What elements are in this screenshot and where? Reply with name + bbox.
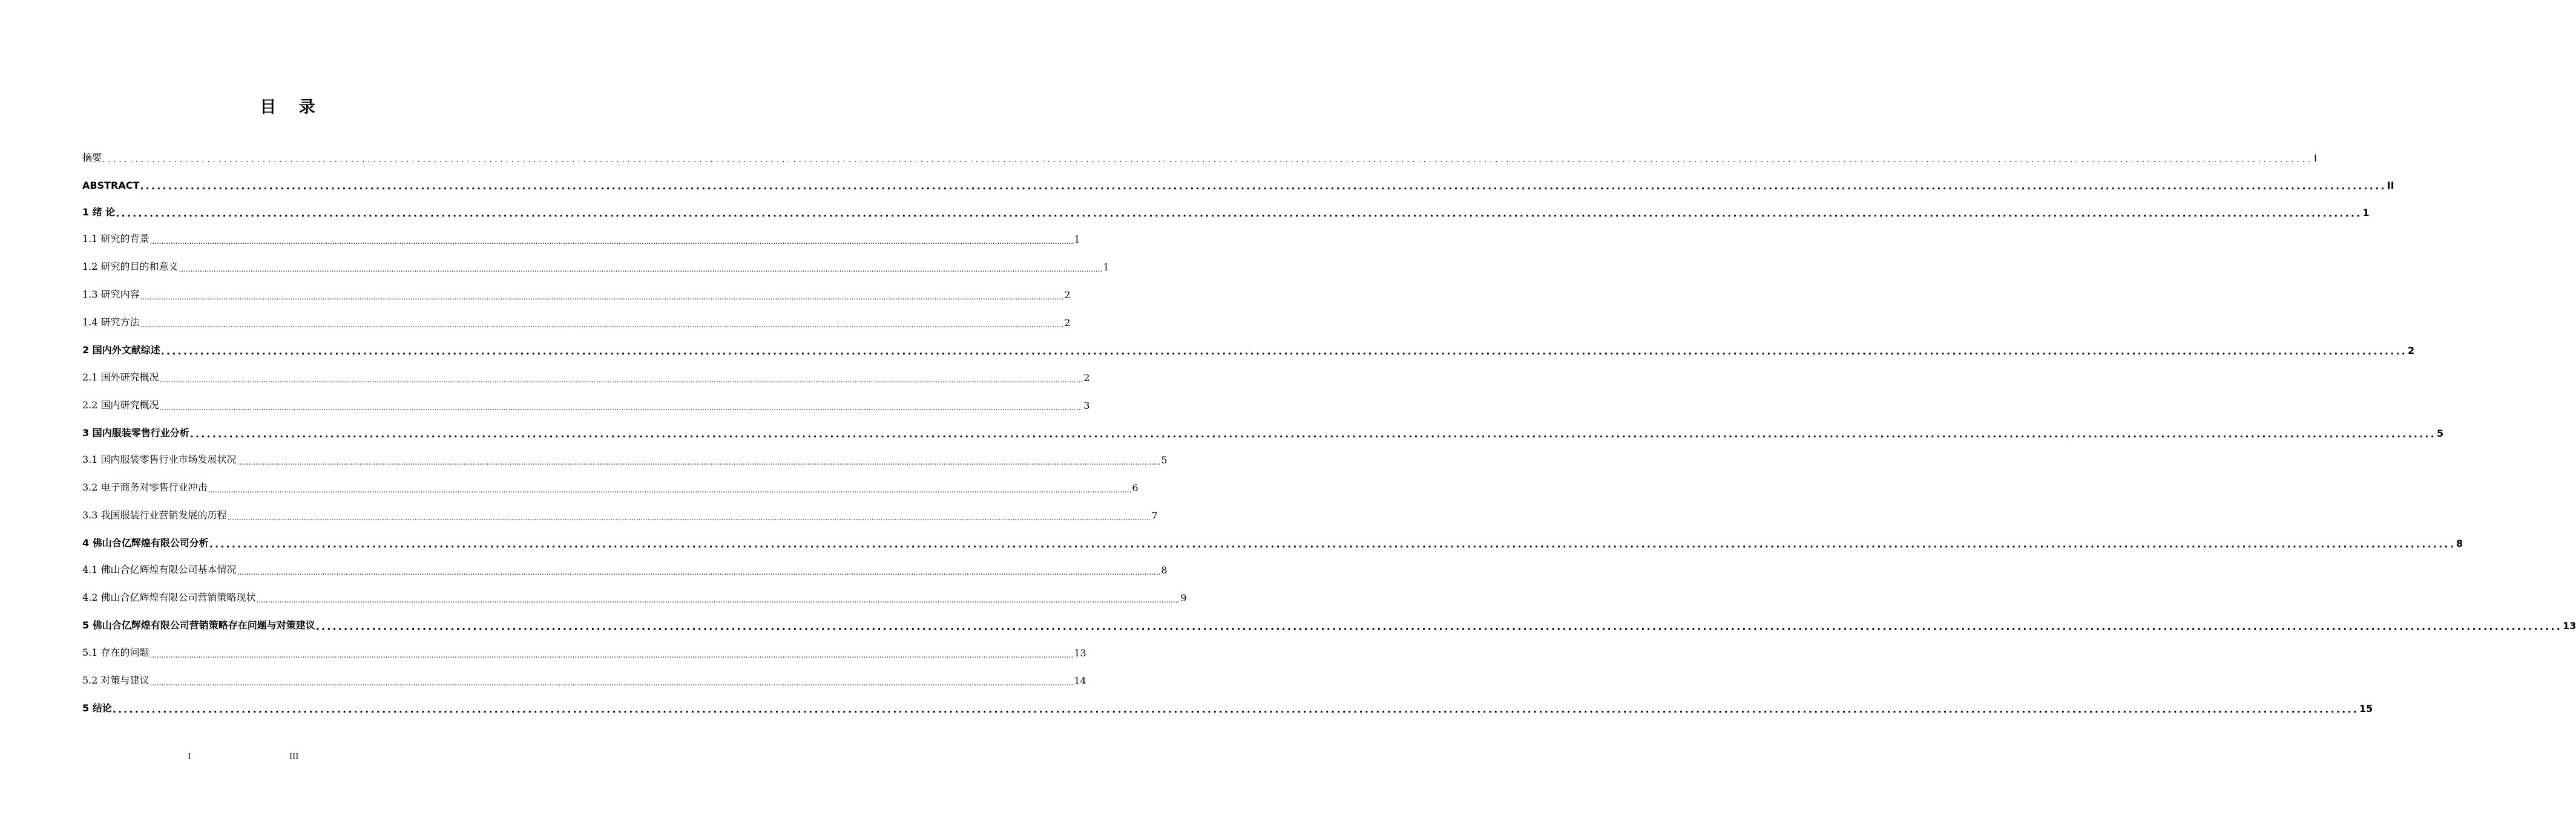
toc-entry-page: 3 <box>1083 400 1090 411</box>
toc-entry-label: 3.1 国内服装零售行业市场发展状况 <box>82 454 237 465</box>
toc-entry-page: 1 <box>2362 207 2370 218</box>
toc-entry-label: 1 绪 论 <box>82 206 116 218</box>
toc-entry-label: 5 结论 <box>82 702 112 714</box>
toc-entry-label: 2 国内外文献综述 <box>82 344 160 356</box>
toc-dot-leader: ................................................................................................................................................................................................................................................................................................................................................................................................................ <box>140 321 1064 329</box>
toc-entry[interactable] <box>82 282 1071 301</box>
toc-dot-leader: ................................................................................................................................................................................................................................................................................................................................................................................................................ <box>140 180 2387 192</box>
toc-dot-leader: ................................................................................................................................................................................................................................................................................................................................................................................................................ <box>237 458 1161 466</box>
toc-dot-leader: ................................................................................................................................................................................................................................................................................................................................................................................................................ <box>150 237 1074 246</box>
toc-dot-leader: ................................................................................................................................................................................................................................................................................................................................................................................................................ <box>256 596 1180 604</box>
toc-entry[interactable] <box>82 421 2444 440</box>
toc-entry-label: 5.1 存在的问题 <box>82 647 150 658</box>
toc-dot-leader: ................................................................................................................................................................................................................................................................................................................................................................................................................ <box>315 621 2562 632</box>
toc-entry-page: 13 <box>2562 620 2576 632</box>
toc-entry-page: 8 <box>1161 564 1168 576</box>
toc-dot-leader: ................................................................................................................................................................................................................................................................................................................................................................................................................ <box>150 651 1074 659</box>
toc-entry[interactable] <box>82 475 1138 494</box>
toc-entry-label: ABSTRACT <box>82 180 140 191</box>
toc-entry-page: 9 <box>1180 592 1187 604</box>
toc-entry-label: 1.4 研究方法 <box>82 316 140 328</box>
toc-entry-page: 5 <box>2436 428 2444 439</box>
toc-dot-leader: ................................................................................................................................................................................................................................................................................................................................................................................................................ <box>150 679 1074 687</box>
toc-entry-label: 3.2 电子商务对零售行业冲击 <box>82 482 208 493</box>
toc-entry[interactable] <box>82 200 2370 219</box>
toc-entry-page: 1 <box>1103 261 1109 273</box>
toc-entry[interactable] <box>82 146 2317 165</box>
toc-entry[interactable] <box>82 338 2415 357</box>
toc-dot-leader: ................................................................................................................................................................................................................................................................................................................................................................................................................ <box>159 403 1083 412</box>
toc-entry-label: 4.1 佛山合亿辉煌有限公司基本情况 <box>82 564 237 575</box>
toc-entry-page: 2 <box>1064 289 1071 301</box>
toc-dot-leader: ................................................................................................................................................................................................................................................................................................................................................................................................................ <box>160 345 2407 357</box>
toc-entry[interactable] <box>82 365 1090 384</box>
toc-entry[interactable] <box>82 668 1086 687</box>
toc-entry-label: 5 佛山合亿辉煌有限公司营销策略存在问题与对策建议 <box>82 619 315 631</box>
toc-entry-label: 4.2 佛山合亿辉煌有限公司营销策略现状 <box>82 592 256 603</box>
toc-entry-page: 2 <box>2407 345 2415 356</box>
toc-dot-leader: ................................................................................................................................................................................................................................................................................................................................................................................................................ <box>159 376 1083 384</box>
toc-entry[interactable] <box>82 255 1109 273</box>
toc-entry-page: 2 <box>1083 372 1090 384</box>
toc-entry-label: 2.2 国内研究概况 <box>82 399 159 411</box>
toc-entry-page: 13 <box>1074 647 1086 659</box>
footer-page-number-left: 1 <box>187 753 192 762</box>
toc-entry-page: 5 <box>1161 454 1168 466</box>
toc-entry[interactable] <box>82 503 1158 522</box>
toc-entry-label: 1.3 研究内容 <box>82 289 140 300</box>
page-title: 目 录 <box>260 98 324 117</box>
toc-entry-label: 3 国内服装零售行业分析 <box>82 427 189 439</box>
toc-entry[interactable] <box>82 310 1071 329</box>
toc-entry-label: 2.1 国外研究概况 <box>82 371 159 383</box>
toc-entry[interactable] <box>82 448 1168 466</box>
toc-entry-page: 2 <box>1064 317 1071 328</box>
toc-entry[interactable] <box>82 558 1168 576</box>
toc-entry[interactable] <box>82 227 1080 246</box>
toc-entry-label: 4 佛山合亿辉煌有限公司分析 <box>82 537 209 549</box>
toc-entry-page: I <box>2313 152 2317 164</box>
toc-dot-leader: ................................................................................................................................................................................................................................................................................................................................................................................................................ <box>227 514 1151 522</box>
toc-entry[interactable] <box>82 586 1187 604</box>
toc-entry[interactable] <box>82 393 1090 412</box>
toc-entry[interactable] <box>82 531 2463 550</box>
toc-entry[interactable] <box>82 173 2394 192</box>
toc-entry-page: 1 <box>1074 233 1080 245</box>
toc-entry[interactable] <box>82 696 2373 715</box>
toc-entry-label: 1.1 研究的背景 <box>82 233 150 244</box>
toc-dot-leader: ................................................................................................................................................................................................................................................................................................................................................................................................................ <box>112 704 2359 715</box>
toc-entry-label: 摘要 <box>82 152 102 163</box>
toc-entry-page: 15 <box>2359 703 2373 714</box>
toc-dot-leader: ................................................................................................................................................................................................................................................................................................................................................................................................................ <box>237 568 1161 576</box>
toc-entry-page: 7 <box>1151 510 1158 521</box>
toc-entry-label: 3.3 我国服装行业营销发展的历程 <box>82 509 227 521</box>
toc-entry-page: 6 <box>1132 482 1138 494</box>
toc-entry-page: 14 <box>1074 675 1086 687</box>
toc-dot-leader: ................................................................................................................................................................................................................................................................................................................................................................................................................ <box>189 428 2436 440</box>
toc-entry-page: 8 <box>2456 538 2463 549</box>
toc-dot-leader: ................................................................................................................................................................................................................................................................................................................................................................................................................ <box>209 538 2456 550</box>
toc-dot-leader: ................................................................................................................................................................................................................................................................................................................................................................................................................ <box>208 486 1132 494</box>
toc-entry-page: II <box>2387 180 2394 191</box>
toc-dot-leader: ................................................................................................................................................................................................................................................................................................................................................................................................................ <box>102 155 2313 165</box>
toc-entry[interactable] <box>82 641 1086 659</box>
toc-dot-leader: ................................................................................................................................................................................................................................................................................................................................................................................................................ <box>179 265 1103 273</box>
footer-page-number-right: III <box>289 753 299 762</box>
toc-entry-label: 5.2 对策与建议 <box>82 674 150 686</box>
toc-dot-leader: ................................................................................................................................................................................................................................................................................................................................................................................................................ <box>116 207 2362 219</box>
toc-entry[interactable] <box>82 613 2576 632</box>
toc-entry-label: 1.2 研究的目的和意义 <box>82 261 179 272</box>
toc-dot-leader: ................................................................................................................................................................................................................................................................................................................................................................................................................ <box>140 293 1064 301</box>
